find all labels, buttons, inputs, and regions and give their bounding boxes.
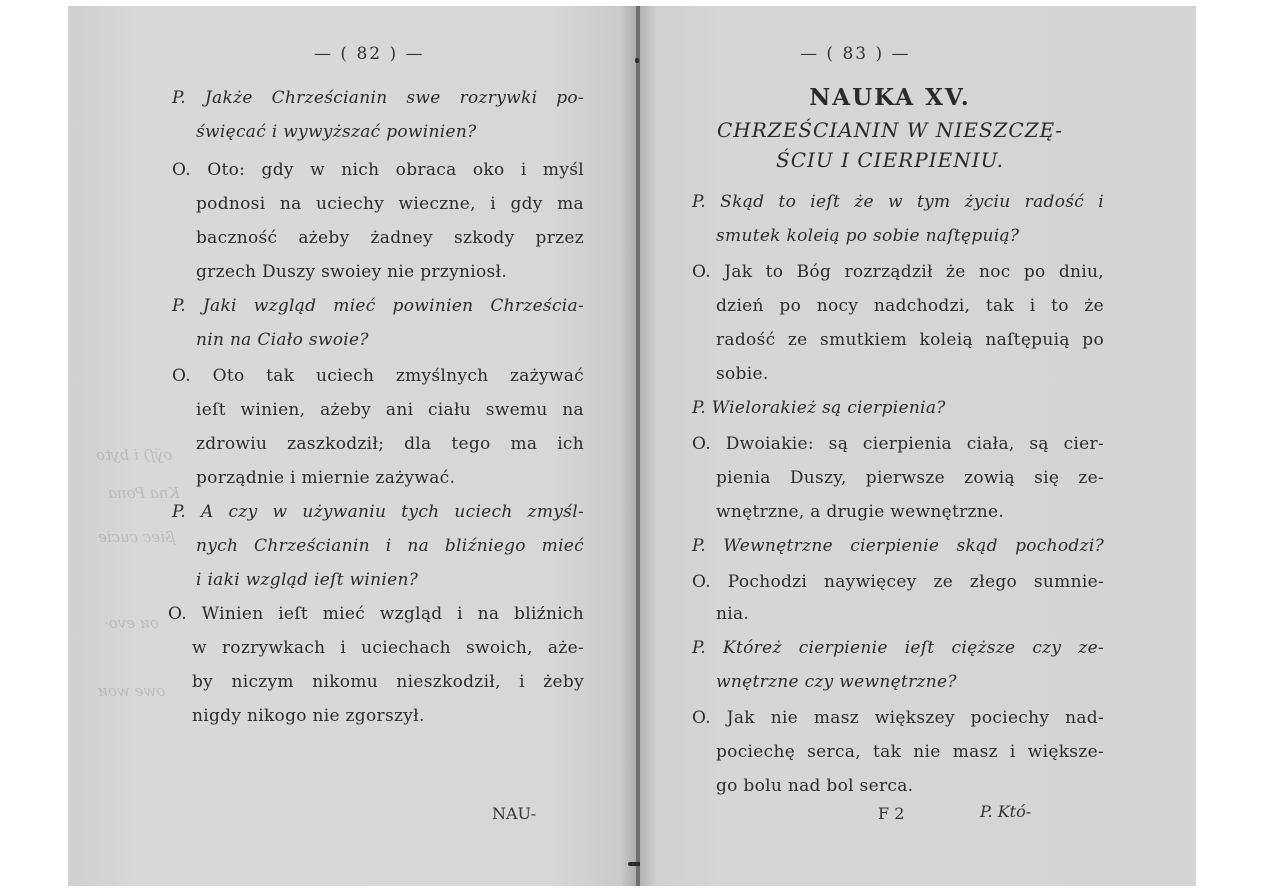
chapter-subtitle: CHRZEŚCIANIN W NIESZCZĘ- bbox=[717, 118, 1063, 142]
answer-line: pociechę serca, tak nie masz i większe- bbox=[716, 742, 1104, 762]
answer-line: dzień po nocy nadchodzi, tak i to że bbox=[716, 296, 1104, 316]
page-number-83: — ( 83 ) — bbox=[800, 44, 911, 64]
question-line: P. Któreż cierpienie ieſt cięższe czy ze- bbox=[692, 638, 1104, 658]
answer-line: zdrowiu zaszkodził; dla tego ma ich bbox=[196, 434, 584, 454]
answer-line: pienia Duszy, pierwsze zowią się ze- bbox=[716, 468, 1104, 488]
answer-line: sobie. bbox=[716, 364, 769, 384]
right-page bbox=[640, 6, 1196, 886]
answer-line: podnosi na uciechy wieczne, i gdy ma bbox=[196, 194, 584, 214]
answer-line: O. Pochodzi naywięcey ze złego sumnie- bbox=[692, 572, 1104, 592]
show-through-text: owe woᴎ bbox=[98, 682, 166, 700]
answer-line: go bolu nad bol serca. bbox=[716, 776, 914, 796]
answer-line: wnętrzne, a drugie wewnętrzne. bbox=[716, 502, 1005, 522]
page-number-82: — ( 82 ) — bbox=[314, 44, 425, 64]
catchword: NAU- bbox=[492, 804, 537, 823]
answer-line: nia. bbox=[716, 604, 750, 624]
question-line: P. Wewnętrzne cierpienie skąd pochodzi? bbox=[692, 536, 1104, 556]
show-through-text: oᴎ evo· bbox=[104, 614, 159, 632]
question-line: nin na Ciało swoie? bbox=[196, 330, 369, 350]
question-line: P. Wielorakież są cierpienia? bbox=[692, 398, 946, 418]
answer-line: O. Jak nie masz większey pociechy nad- bbox=[692, 708, 1104, 728]
answer-line: baczność ażeby żadney szkody przez bbox=[196, 228, 584, 248]
book-spread bbox=[68, 6, 1196, 886]
question-line: i iaki wzgląd ieſt winien? bbox=[196, 570, 419, 590]
show-through-text: ßiec cucie bbox=[98, 528, 175, 546]
answer-line: O. Oto: gdy w nich obraca oko i myśl bbox=[172, 160, 584, 180]
question-line: P. Jakże Chrześcianin swe rozrywki po- bbox=[172, 88, 584, 108]
answer-line: w rozrywkach i uciechach swoich, aże- bbox=[192, 638, 584, 658]
catchword: P. Któ- bbox=[980, 802, 1032, 821]
answer-line: O. Jak to Bóg rozrządził że noc po dniu, bbox=[692, 262, 1104, 282]
answer-line: grzech Duszy swoiey nie przyniosł. bbox=[196, 262, 508, 282]
question-line: P. A czy w używaniu tych uciech zmyśl- bbox=[172, 502, 584, 522]
question-line: nych Chrześcianin i na bliźniego mieć bbox=[196, 536, 584, 556]
question-line: P. Jaki wzgląd mieć powinien Chrześcia- bbox=[172, 296, 584, 316]
question-line: smutek koleią po sobie naſtępuią? bbox=[716, 226, 1020, 246]
gutter-spot bbox=[635, 58, 639, 63]
left-page bbox=[68, 6, 638, 886]
answer-line: O. Winien ieſt mieć wzgląd i na bliźnich bbox=[168, 604, 584, 624]
show-through-text: Kna Pona bbox=[108, 484, 180, 502]
answer-line: O. Dwoiakie: są cierpienia ciała, są cier- bbox=[692, 434, 1104, 454]
answer-line: porządnie i miernie zażywać. bbox=[196, 468, 456, 488]
answer-line: O. Oto tak uciech zmyślnych zażywać bbox=[172, 366, 584, 386]
answer-line: by niczym nikomu nieszkodził, i żeby bbox=[192, 672, 584, 692]
question-line: święcać i wywyższać powinien? bbox=[196, 122, 477, 142]
answer-line: nigdy nikogo nie zgorszył. bbox=[192, 706, 425, 726]
answer-line: radość ze smutkiem koleią naſtępuią po bbox=[716, 330, 1104, 350]
chapter-subtitle: ŚCIU I CIERPIENIU. bbox=[776, 148, 1004, 172]
question-line: wnętrzne czy wewnętrzne? bbox=[716, 672, 957, 692]
answer-line: ieſt winien, ażeby ani ciału swemu na bbox=[196, 400, 584, 420]
question-line: P. Skąd to ieſt że w tym życiu radość i bbox=[692, 192, 1104, 212]
show-through-text: oÿſ) i byto bbox=[96, 446, 173, 464]
chapter-title: NAUKA XV. bbox=[809, 84, 971, 111]
signature-mark: F 2 bbox=[878, 804, 905, 823]
